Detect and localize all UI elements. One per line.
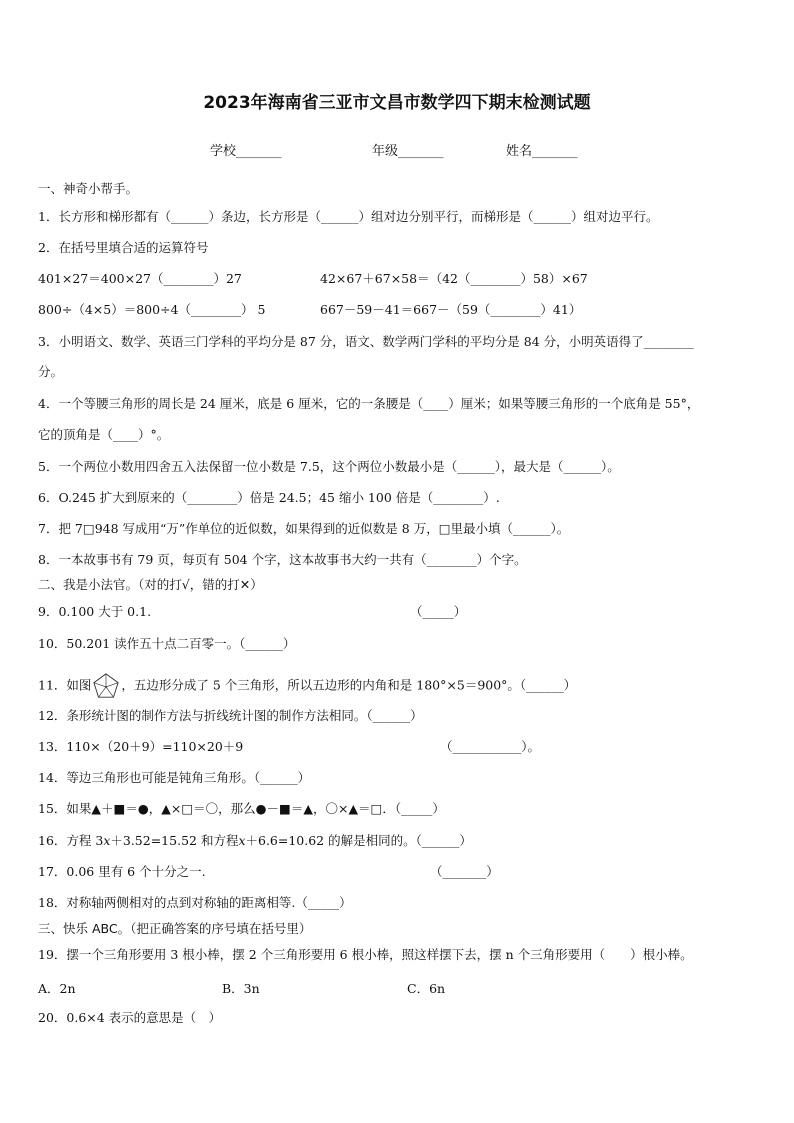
section-heading-3: 三、快乐 ABC。（把正确答案的序号填在括号里）: [38, 921, 312, 936]
question-7: 7．把 7□948 写成用“万”作单位的近似数，如果得到的近似数是 8 万，□里最小填（______）。: [38, 521, 570, 536]
section-heading-1: 一、神奇小帮手。: [38, 181, 139, 196]
question-9-blank: （_____）: [410, 604, 467, 619]
question-18: 18．对称轴两侧相对的点到对称轴的距离相等.（_____）: [38, 895, 352, 910]
question-2d: 667－59－41＝667－（59（________）41）: [320, 302, 582, 317]
question-11-prefix: 11．如图: [38, 677, 92, 693]
question-2a: 401×27＝400×27（________）27: [38, 271, 242, 286]
question-11: [38, 672, 576, 700]
question-16: 16．方程 3𝑥＋3.52=15.52 和方程𝑥＋6.6=10.62 的解是相同的。（______）: [38, 833, 472, 848]
question-11-text: ，五边形分成了 5 个三角形，所以五边形的内角和是 180°×5＝900°。（______）: [121, 677, 577, 693]
question-3-line1: 3．小明语文、数学、英语三门学科的平均分是 87 分，语文、数学两门学科的平均分是 84 分，小明英语得了________: [38, 334, 694, 349]
question-9: 9．0.100 大于 0.1.: [38, 604, 152, 619]
question-12: 12．条形统计图的制作方法与折线统计图的制作方法相同。（______）: [38, 708, 423, 723]
school-field: 学校_______: [210, 144, 282, 159]
question-2b: 42×67＋67×58＝（42（________）58）×67: [320, 271, 588, 286]
grade-field: 年级_______: [372, 144, 444, 159]
pentagon-figure: [92, 672, 120, 700]
question-13-blank: （___________）。: [440, 739, 541, 754]
question-14: 14．等边三角形也可能是钝角三角形。（______）: [38, 770, 311, 785]
question-4-line2: 它的顶角是（____）°。: [38, 427, 170, 442]
question-2c: 800÷（4×5）＝800÷4（________） 5: [38, 302, 266, 317]
section-heading-2: 二、我是小法官。（对的打√，错的打✕）: [38, 577, 263, 592]
question-2: 2．在括号里填合适的运算符号: [38, 240, 209, 255]
question-15: 15．如果▲＋■＝●，▲×□＝〇，那么●－■＝▲，〇×▲＝□．（_____）: [38, 801, 445, 816]
question-17: 17．0.06 里有 6 个十分之一.: [38, 864, 206, 879]
option-c: C．6n: [407, 981, 446, 996]
question-8: 8．一本故事书有 79 页，每页有 504 个字，这本故事书大约一共有（________）个字。: [38, 552, 527, 567]
question-1: 1．长方形和梯形都有（______）条边，长方形是（______）组对边分别平行，而梯形是（______）组对边平行。: [38, 209, 659, 224]
question-4-line1: 4．一个等腰三角形的周长是 24 厘米，底是 6 厘米，它的一条腰是（____）厘米；如果等腰三角形的一个底角是 55°，: [38, 396, 700, 411]
question-5: 5．一个两位小数用四舍五入法保留一位小数是 7.5，这个两位小数最小是（______），最大是（______）。: [38, 459, 620, 474]
question-6: 6．O.245 扩大到原来的（________）倍是 24.5；45 缩小 100 倍是（________）.: [38, 490, 500, 505]
question-13: 13．110×（20＋9）=110×20＋9: [38, 739, 244, 754]
page-title: 2023年海南省三亚市文昌市数学四下期末检测试题: [203, 93, 591, 113]
name-field: 姓名_______: [506, 144, 578, 159]
question-19: 19．摆一个三角形要用 3 根小棒，摆 2 个三角形要用 6 根小棒，照这样摆下去，摆 n 个三角形要用（ ）根小棒。: [38, 947, 693, 962]
question-20: 20．0.6×4 表示的意思是（ ）: [38, 1010, 222, 1025]
question-17-blank: （_______）: [430, 864, 499, 879]
question-10: 10．50.201 读作五十点二百零一。（______）: [38, 636, 296, 651]
option-a: A．2n: [38, 981, 76, 996]
question-3-line2: 分。: [38, 364, 64, 379]
option-b: B．3n: [222, 981, 260, 996]
